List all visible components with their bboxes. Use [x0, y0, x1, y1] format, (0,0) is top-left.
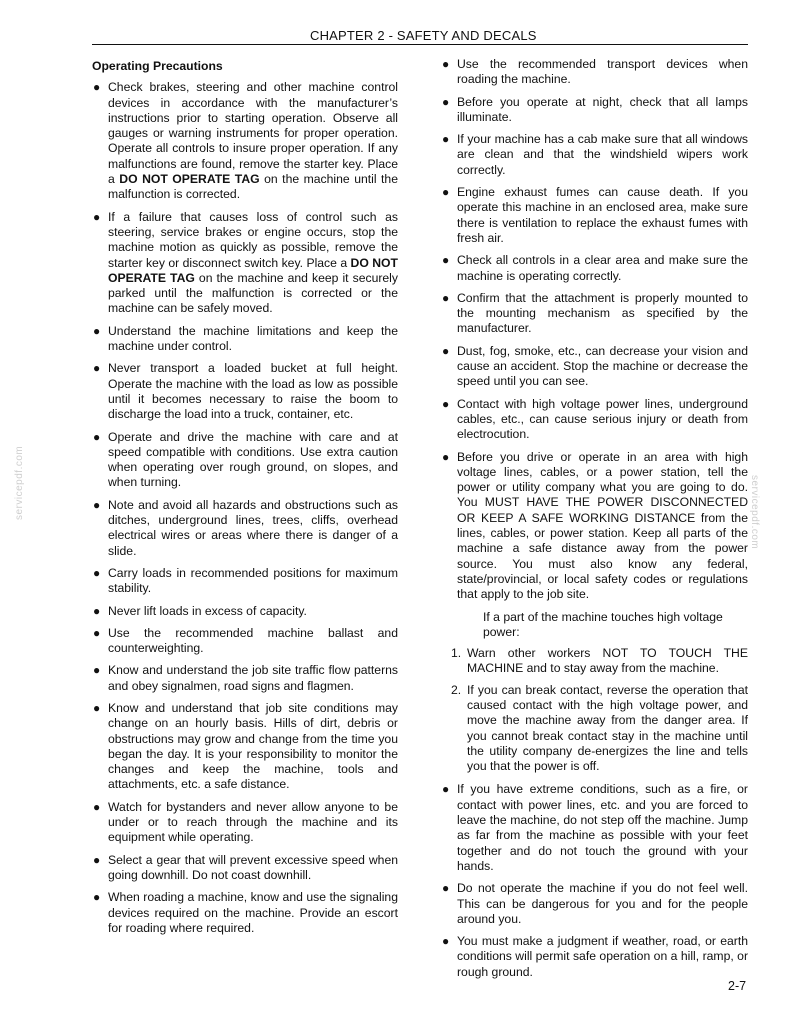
bullet-icon: ● [442, 449, 450, 464]
list-item: ● If your machine has a cab make sure that all windows are clean and that the windshield wipers work correctly. [442, 132, 748, 177]
bullet-icon: ● [442, 253, 450, 268]
bullet-icon: ● [442, 132, 450, 147]
list-item: ● Never lift loads in excess of capacity. [93, 603, 307, 618]
list-item: ● Check all controls in a clear area and make sure the machine is operating correctly. [442, 253, 748, 283]
list-item: ● Understand the machine limitations and keep the machine under control. [93, 323, 398, 354]
left-column [92, 57, 398, 943]
bullet-icon: ● [93, 799, 101, 814]
step-item: 2. If you can break contact, reverse the operation that caused contact with the high voltage power, and move the machine away from the danger area. If you cannot break contact stay in the machine until the utility company de-energizes the line and tells you that the power is off. [451, 682, 748, 774]
left-bullet-list [92, 80, 398, 936]
list-item: ● Use the recommended transport devices when roading the machine. [442, 57, 748, 87]
list-item: ● Engine exhaust fumes can cause death. If you operate this machine in an enclosed area, make sure there is ventilation to replace the exhaust fumes with fresh air. [442, 185, 748, 245]
step-number: 2. [451, 682, 462, 697]
bullet-icon: ● [442, 934, 450, 949]
right-column [441, 57, 748, 987]
high-voltage-intro: If a part of the machine touches high voltage power: [483, 609, 723, 639]
watermark-left: servicepdf.com [14, 445, 25, 520]
step-item: 1. Warn other workers NOT TO TOUCH THE MACHINE and to stay away from the machine. [451, 646, 748, 676]
chapter-header: CHAPTER 2 - SAFETY AND DECALS [310, 28, 537, 43]
bullet-icon: ● [93, 429, 101, 444]
bullet-icon: ● [93, 700, 101, 715]
bullet-icon: ● [442, 94, 450, 109]
bullet-icon: ● [442, 290, 450, 305]
bullet-icon: ● [93, 663, 101, 678]
bullet-icon: ● [93, 852, 101, 867]
list-item: ● Confirm that the attachment is properly mounted to the mounting mechanism as specified by the manufacturer. [442, 290, 748, 336]
list-item: ● If you have extreme conditions, such as a fire, or contact with power lines, etc. and you are forced to leave the machine, do not step off the machine. Jump as far from the machine as possible with your feet together and do not touch the ground with your hands. [442, 782, 748, 873]
section-heading: Operating Precautions [92, 59, 223, 73]
list-item: ● Use the recommended machine ballast and counterweighting. [93, 625, 398, 656]
list-item: ● Know and understand that job site conditions may change on an hourly basis. Hills of dirt, debris or obstructions may grow and change from the time you began the day. It is your responsibility to monitor the changes and keep the machine, tools and attachments, etc. a safe distance. [93, 700, 398, 792]
bullet-icon: ● [93, 625, 101, 640]
bullet-icon: ● [442, 782, 450, 797]
bullet-icon: ● [442, 343, 450, 358]
bullet-icon: ● [93, 890, 101, 905]
watermark-right: servicepdf.com [749, 475, 760, 550]
list-item: ● Before you drive or operate in an area with high voltage lines, cables, or a power station, tell the power or utility company what you are going to do. You MUST HAVE THE POWER DISCONNECTED OR KEEP A SAFE WORKING DISTANCE from the lines, cables, or power station. Keep all parts of the machine a safe distance away from the power source. You must also know any federal, state/provincial, or local safety codes or regulations that apply to the job site. [442, 449, 748, 602]
list-item: ● Operate and drive the machine with care and at speed compatible with conditions. Use extra caution when operating over rough ground, on slopes, and when turning. [93, 429, 398, 490]
list-item: ● You must make a judgment if weather, road, or earth conditions will permit safe operation on a hill, ramp, or rough ground. [442, 934, 748, 979]
list-item: ● When roading a machine, know and use the signaling devices required on the machine. Provide an escort for roading where required. [93, 890, 398, 935]
list-item: ● Dust, fog, smoke, etc., can decrease your vision and cause an accident. Stop the machine or decrease the speed until you can see. [442, 343, 748, 389]
bullet-icon: ● [93, 323, 101, 338]
bullet-icon: ● [93, 80, 101, 95]
right-bullet-list-continued [441, 782, 748, 980]
bullet-icon: ● [93, 361, 101, 376]
list-item: ● Do not operate the machine if you do not feel well. This can be dangerous for you and for the people around you. [442, 881, 748, 926]
right-bullet-list [441, 57, 748, 603]
list-item: ● Before you operate at night, check that all lamps illuminate. [442, 94, 748, 124]
list-item: ● If a failure that causes loss of control such as steering, service brakes or engine occurs, stop the machine motion as quickly as possible, remove the starter key or disconnect switch key. Place a DO NOT OPERATE TAG on the machine and keep it securely parked until the malfunction is corrected or the machine can be safely moved. [93, 209, 398, 316]
bullet-icon: ● [93, 603, 101, 618]
bullet-icon: ● [442, 57, 450, 71]
header-rule [92, 44, 748, 45]
bullet-icon: ● [442, 185, 450, 200]
bullet-icon: ● [442, 881, 450, 896]
step-number: 1. [451, 646, 462, 661]
bullet-icon: ● [93, 209, 101, 224]
list-item: ● Never transport a loaded bucket at full height. Operate the machine with the load as low as possible until it becomes necessary to raise the boom to discharge the load into a truck, container, etc. [93, 361, 398, 422]
page-number: 2-7 [728, 979, 747, 993]
list-item: ● Note and avoid all hazards and obstructions such as ditches, underground lines, trees, cliffs, overhead electrical wires or areas where there is danger of a slide. [93, 497, 398, 558]
do-not-operate-tag-text: DO NOT OPERATE TAG [108, 255, 398, 285]
list-item: ● Know and understand the job site traffic flow patterns and obey signalmen, road signs and flagmen. [93, 663, 398, 693]
list-item: ● Watch for bystanders and never allow anyone to be under or to reach through the machine and its equipment while operating. [93, 799, 398, 845]
bullet-icon: ● [93, 497, 101, 512]
list-item: ● Contact with high voltage power lines, underground cables, etc., can cause serious injury or death from electrocution. [442, 396, 748, 442]
list-item: ● Select a gear that will prevent excessive speed when going downhill. Do not coast downhill. [93, 852, 398, 882]
list-item: ● Carry loads in recommended positions for maximum stability. [93, 565, 398, 596]
do-not-operate-tag-text: DO NOT OPERATE TAG [119, 172, 260, 187]
bullet-icon: ● [93, 565, 101, 580]
bullet-icon: ● [442, 396, 450, 411]
list-item: ● Check brakes, steering and other machine control devices in accordance with the manufacturer’s instructions prior to starting operation. Observe all gauges or warning instruments for proper operation. Operate all controls to insure proper operation. If any malfunctions are found, remove the starter key. Place a DO NOT OPERATE TAG on the machine until the malfunction is corrected. [93, 80, 398, 202]
high-voltage-steps [441, 646, 748, 774]
